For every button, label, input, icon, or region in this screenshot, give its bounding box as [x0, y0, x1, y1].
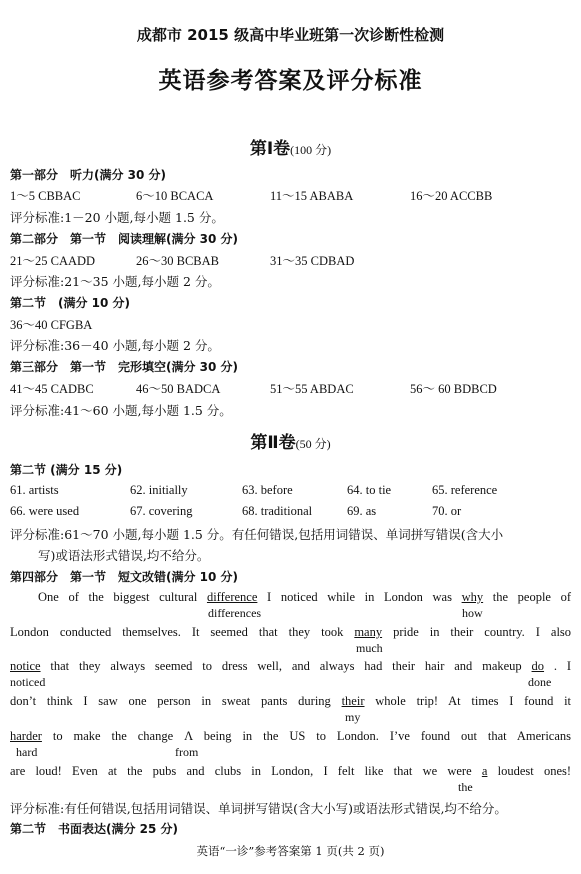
part4-heading: 第四部分 第一节 短文改错(满分 10 分) — [10, 570, 239, 584]
error-word: many — [354, 625, 383, 639]
correction: my — [345, 710, 361, 724]
passage-line: are loud! Even at the pubs and clubs in London, I felt like that we were a loudest ones! — [10, 764, 572, 778]
passage-line: notice that they always seemed to dress well, and always had their hair and makeup do . I — [10, 659, 572, 673]
writing-heading: 第二节 书面表达(满分 25 分) — [10, 822, 179, 836]
scoring-note: 评分标准:36－40 小题,每小题 2 分。 — [10, 338, 220, 353]
volume-1-name: 第Ⅰ卷 — [249, 139, 291, 159]
scoring-note: 评分标准:41～60 小题,每小题 1.5 分。 — [10, 403, 232, 418]
answer-item: 70. or — [432, 504, 462, 518]
answer-group: 6～10 BCACA — [136, 189, 214, 203]
answer-item: 66. were used — [10, 504, 80, 518]
answer-group: 21～25 CAADD — [10, 254, 96, 268]
volume-2-name: 第Ⅱ卷 — [250, 433, 296, 453]
answer-item: 68. traditional — [242, 504, 313, 518]
answer-group: 11～15 ABABA — [270, 189, 354, 203]
scoring-note: 评分标准:21～35 小题,每小题 2 分。 — [10, 274, 220, 289]
exam-title: 成都市 2015 级高中毕业班第一次诊断性检测 — [136, 26, 445, 44]
answer-item: 65. reference — [432, 483, 498, 497]
volume-2-score: (50 分) — [295, 437, 331, 451]
error-word: harder — [10, 729, 42, 743]
correction: done — [528, 675, 552, 689]
correction: hard — [16, 745, 38, 759]
error-word: why — [461, 590, 484, 604]
answer-group: 1～5 CBBAC — [10, 189, 81, 203]
scoring-note-cont: 写)或语法形式错误,均不给分。 — [38, 548, 210, 563]
part3-heading: 第三部分 第一节 完形填空(满分 30 分) — [10, 360, 239, 374]
answer-group: 36～40 CFGBA — [10, 318, 93, 332]
volume-1-score: (100 分) — [290, 143, 332, 157]
error-word: a — [481, 764, 488, 778]
correction: differences — [208, 606, 262, 620]
answer-item: 62. initially — [130, 483, 188, 497]
volume-2-heading — [0, 428, 581, 453]
answer-item: 69. as — [347, 504, 377, 518]
passage-line: London conducted themselves. It seemed that they took many pride in their country. I also — [10, 625, 572, 639]
page-title: 英语参考答案及评分标准 — [158, 68, 423, 94]
part2-sec2-heading: 第二节 (满分 10 分) — [10, 296, 131, 310]
passage-line: One of the biggest cultural difference I noticed while in London was why the people of — [38, 590, 572, 604]
part1-heading: 第一部分 听力(满分 30 分) — [10, 168, 167, 182]
scoring-note: 评分标准:1－20 小题,每小题 1.5 分。 — [10, 210, 224, 225]
error-word: difference — [206, 590, 258, 604]
scoring-note: 评分标准:61～70 小题,每小题 1.5 分。有任何错误,包括用词错误、单词拼写错误(含大小 — [10, 527, 504, 542]
part2-heading: 第二部分 第一节 阅读理解(满分 30 分) — [10, 232, 239, 246]
error-word: notice — [10, 659, 41, 673]
passage-line: don’t think I saw one person in sweat pants during their whole trip! At times I found it — [10, 694, 572, 708]
answer-item: 63. before — [242, 483, 293, 497]
error-word: do — [531, 659, 545, 673]
insert-caret: Λ — [184, 729, 193, 743]
answer-group: 51～55 ABDAC — [270, 382, 354, 396]
answer-item: 64. to tie — [347, 483, 392, 497]
correction: much — [356, 641, 383, 655]
answer-group: 41～45 CADBC — [10, 382, 94, 396]
passage-line: harder to make the change Λ being in the US to London. I’ve found out that Americans — [10, 729, 572, 743]
answer-group: 31～35 CDBAD — [270, 254, 355, 268]
correction: noticed — [10, 675, 46, 689]
answer-group: 16～20 ACCBB — [410, 189, 493, 203]
error-word: their — [341, 694, 365, 708]
scoring-note: 评分标准:有任何错误,包括用词错误、单词拼写错误(含大小写)或语法形式错误,均不给分。 — [10, 801, 507, 816]
answer-item: 61. artists — [10, 483, 59, 497]
answer-group: 46～50 BADCA — [136, 382, 221, 396]
correction: from — [175, 745, 199, 759]
correction: how — [462, 606, 483, 620]
page-footer: 英语“一诊”参考答案第 1 页(共 2 页) — [196, 844, 385, 858]
answer-item: 67. covering — [130, 504, 193, 518]
answer-group: 56～ 60 BDBCD — [410, 382, 497, 396]
volume-1-heading — [0, 134, 581, 159]
grammar-heading: 第二节 (满分 15 分) — [10, 463, 123, 477]
correction: the — [458, 780, 473, 794]
answer-group: 26～30 BCBAB — [136, 254, 220, 268]
